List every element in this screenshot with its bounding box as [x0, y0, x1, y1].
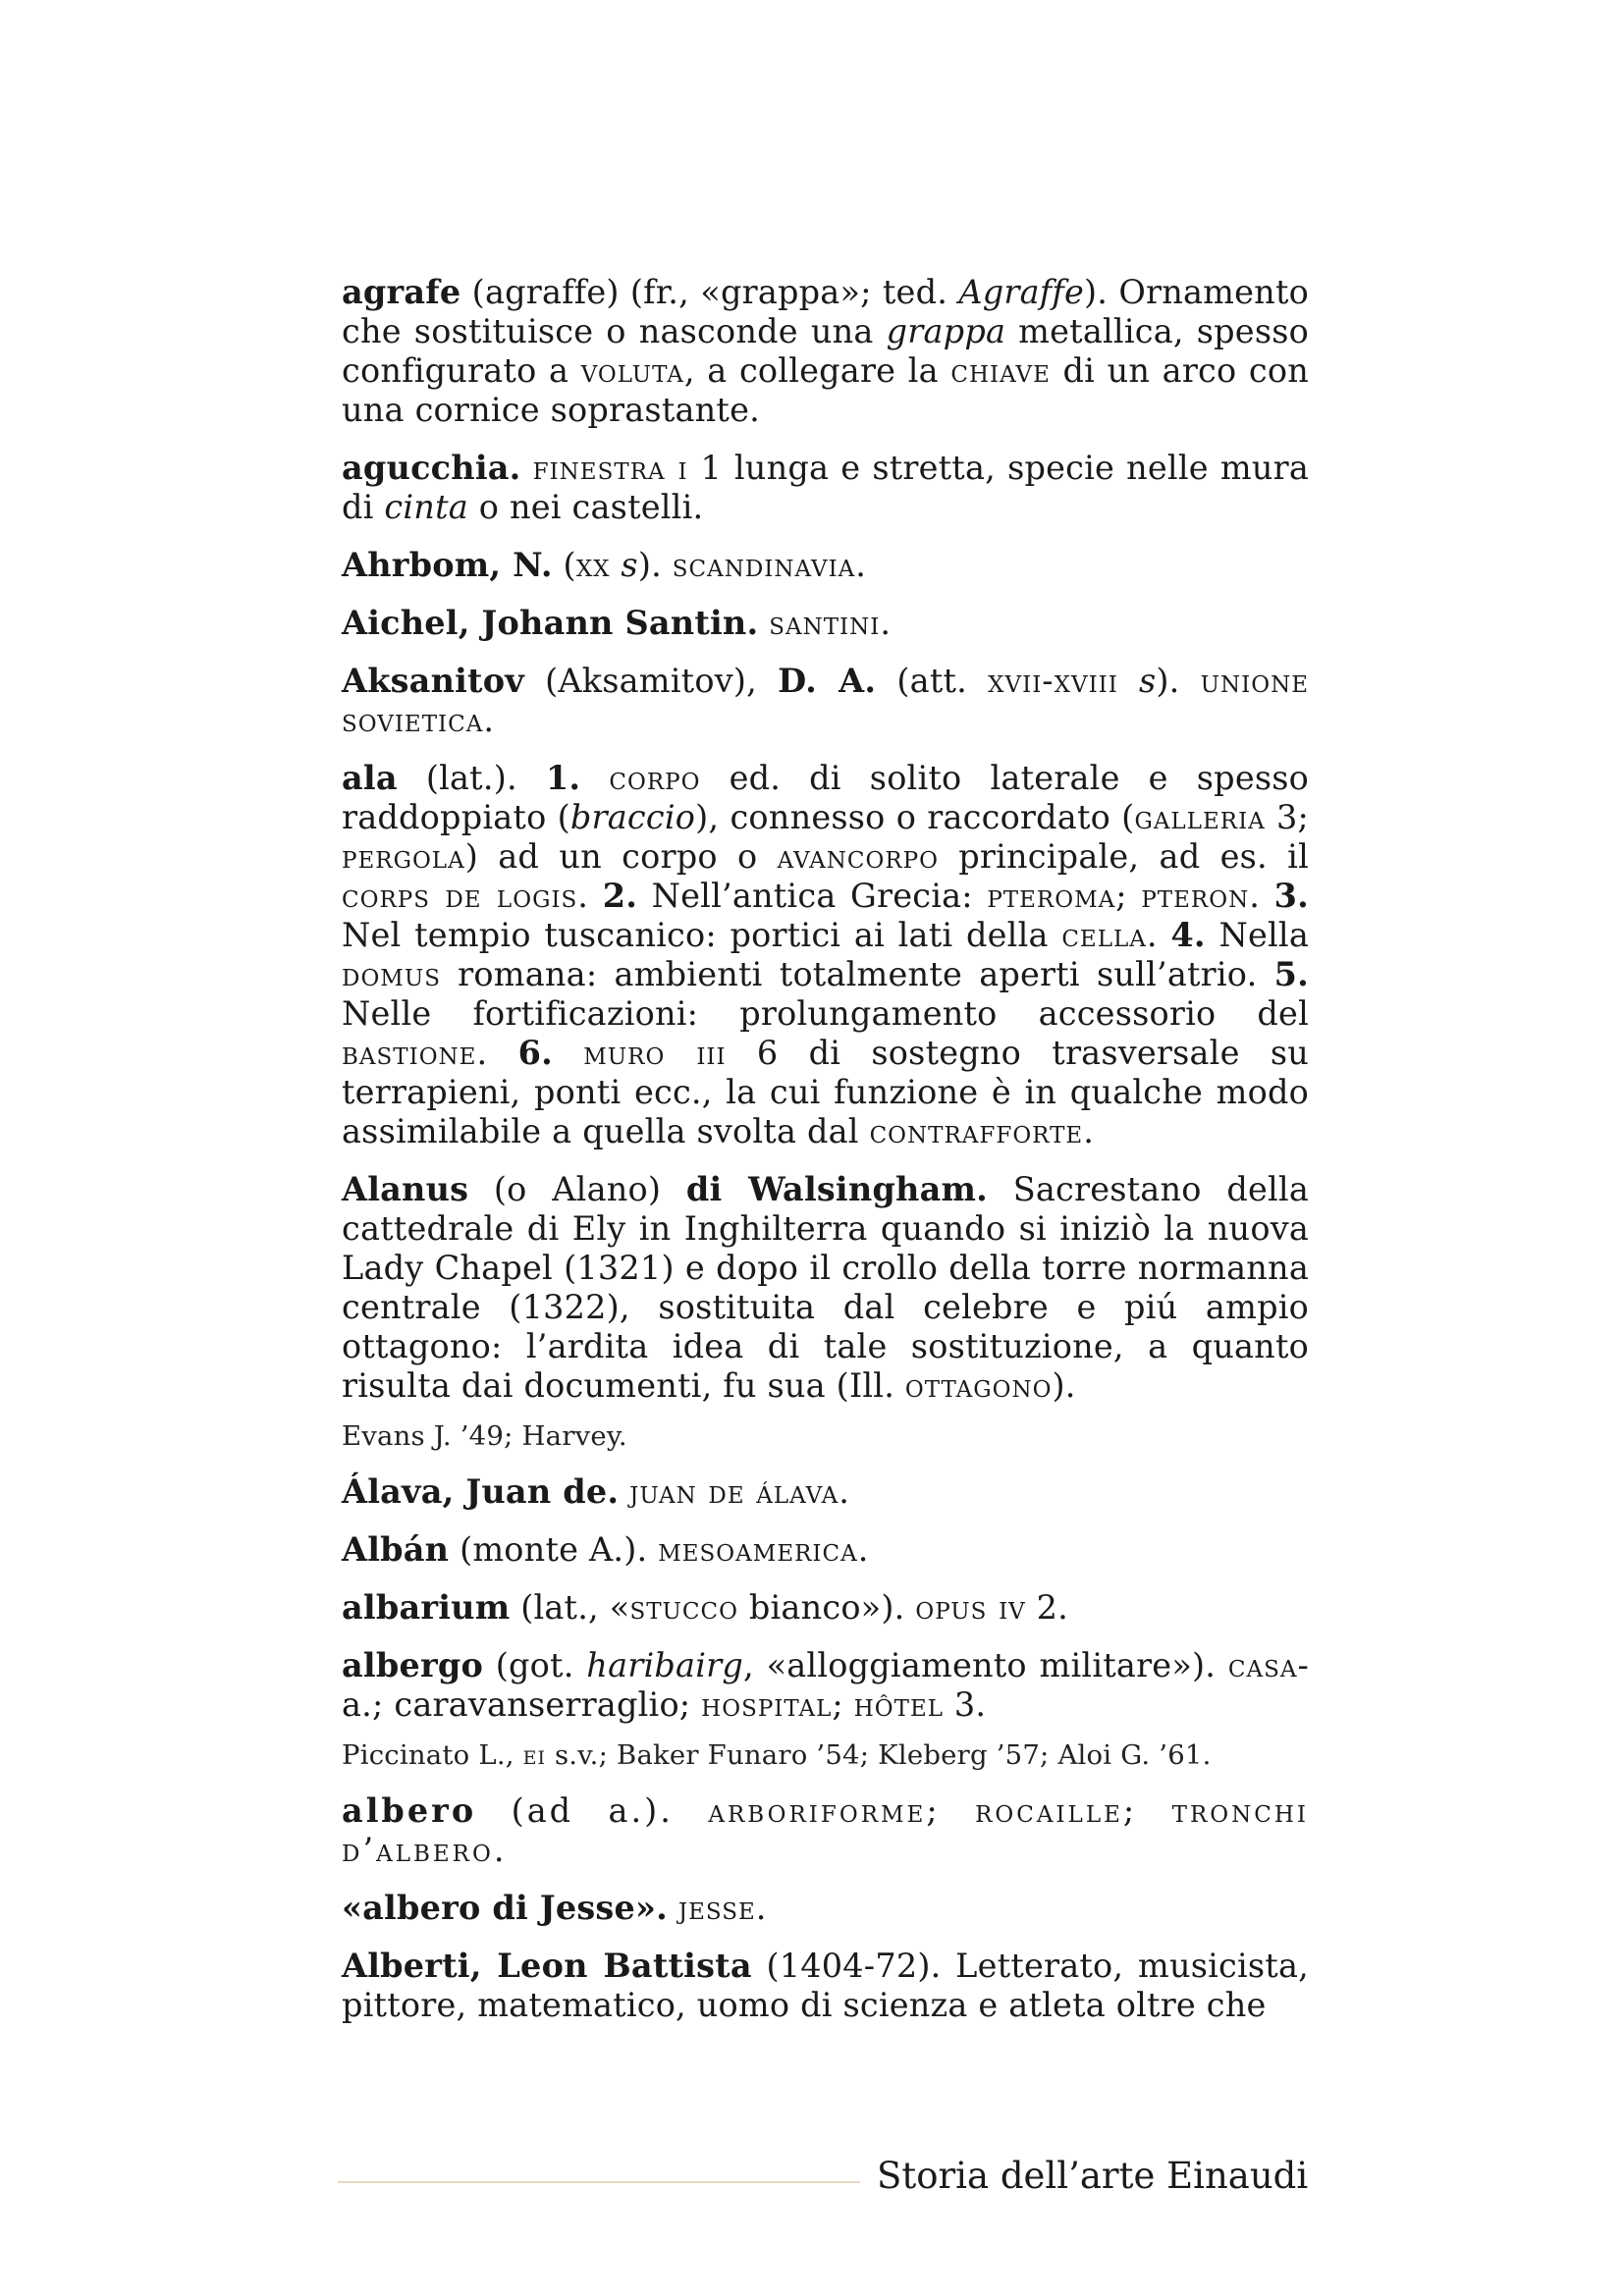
headword: albarium	[342, 1588, 511, 1627]
entry-text: (att.	[876, 662, 989, 700]
entry-ala	[342, 759, 1309, 1151]
entry-alanus	[342, 1170, 1309, 1406]
cross-reference: unione sovietica.	[342, 662, 1310, 739]
headword: «albero di Jesse».	[342, 1889, 668, 1927]
entry-text: bianco»).	[738, 1588, 916, 1627]
cross-reference: juan de álava.	[629, 1472, 850, 1511]
cross-reference: cella	[1061, 916, 1147, 954]
headword: agrafe	[342, 273, 461, 311]
cross-reference: arboriforme; rocaille; tronchi d’albero.	[342, 1791, 1309, 1869]
entry-text: romana: ambienti totalmente aperti sull’atrio.	[441, 955, 1274, 993]
cross-reference: muro iii	[583, 1034, 727, 1072]
entry-text: (ad a.).	[476, 1791, 709, 1830]
headword: Alanus	[342, 1170, 469, 1208]
entry-text: di un arco con una cornice soprastante.	[342, 351, 1310, 429]
entry-text: .	[1083, 1112, 1095, 1150]
bib-text: Piccinato L.,	[342, 1739, 523, 1771]
italic-term: s	[1117, 662, 1157, 700]
cross-reference: finestra i 1	[532, 449, 723, 487]
entry-text: (lat., «	[510, 1588, 630, 1627]
cross-reference: domus	[342, 955, 441, 993]
entry-text: .	[577, 877, 603, 915]
entry-text: , a collegare la	[683, 351, 951, 390]
entry-text: metallica, spesso configurato a	[342, 312, 1309, 390]
cross-reference: santini.	[769, 604, 892, 642]
entry-text: -a.; caravanserraglio;	[342, 1646, 1309, 1724]
sense-number: 6.	[517, 1034, 553, 1072]
cross-reference: ottagono	[904, 1366, 1053, 1405]
italic-term: haribairg	[586, 1646, 743, 1684]
headword: albergo	[342, 1646, 483, 1684]
entry-agucchia	[342, 449, 1309, 527]
entry-text: ).	[1156, 662, 1201, 700]
bib-abbrev: ei	[522, 1739, 547, 1771]
headword: agucchia.	[342, 449, 521, 487]
entry-text: ;	[1115, 877, 1142, 915]
entry-text: .	[476, 1034, 518, 1072]
headword: Ahrbom, N.	[342, 546, 553, 584]
headword: Albán	[342, 1530, 450, 1569]
entry-text: (got.	[483, 1646, 587, 1684]
entry-text: (lat.).	[397, 759, 546, 797]
cross-reference: contrafforte	[869, 1112, 1084, 1150]
cross-reference: avancorpo	[777, 837, 939, 876]
sense-number: 3.	[1273, 877, 1310, 915]
dictionary-page	[342, 273, 1309, 2044]
entry-albarium	[342, 1588, 1309, 1628]
cross-reference: stucco	[629, 1588, 738, 1627]
footer-rule	[338, 2181, 860, 2183]
entry-text: (monte A.).	[449, 1530, 659, 1569]
headword: Aksanitov	[342, 662, 524, 700]
entry-text: ). Ornamento che sostituisce o nasconde una	[342, 273, 1309, 350]
entry-text: , «alloggiamento militare»).	[742, 1646, 1228, 1684]
headword: Álava, Juan de.	[342, 1472, 620, 1511]
entry-text: (o Alano)	[468, 1170, 686, 1208]
entry-aksanitov	[342, 662, 1309, 740]
entry-text: 6 di sostegno trasversale su terrapieni, ponti ecc., la cui funzione è in qualche modo assimilabile a quella svolta dal	[342, 1034, 1310, 1150]
entry-albergo	[342, 1646, 1309, 1725]
entry-text: Nel tempio tuscanico: portici ai lati della	[342, 916, 1062, 954]
entry-text: (1404-72). Letterato, musicista, pittore, matematico, uomo di scienza e atleta oltre che	[342, 1947, 1309, 2024]
entry-albero	[342, 1791, 1309, 1870]
cross-reference: corps de logis	[342, 877, 578, 915]
entry-text: (Aksamitov),	[523, 662, 779, 700]
entry-text: Sacrestano della cattedrale di Ely in Inghilterra quando si iniziò la nuova Lady Chapel (1321) e dopo il crollo della torre normanna centrale (1322), sostituita dal celebre e piú ampio ottagono: l’ardita idea di tale sostituzione, a quanto risulta dai documenti, fu sua (Ill.	[342, 1170, 1309, 1405]
entry-text: 2.	[1025, 1588, 1068, 1627]
entry-alban	[342, 1530, 1309, 1570]
italic-term: braccio	[569, 798, 696, 836]
cross-reference: bastione	[342, 1034, 477, 1072]
entry-text: Nella	[1205, 916, 1309, 954]
entry-aichel	[342, 604, 1309, 643]
italic-term: cinta	[384, 488, 468, 526]
entry-text: lunga e stretta, specie nelle mura di	[342, 449, 1309, 526]
headword: di Walsingham.	[685, 1170, 989, 1208]
entry-text: (	[552, 546, 576, 584]
headword: Aichel, Johann Santin.	[342, 604, 759, 642]
italic-term: Agraffe	[958, 273, 1084, 311]
entry-text: ) ad un corpo o	[464, 837, 778, 876]
entry-text: ), connesso o raccordato (	[695, 798, 1135, 836]
entry-text: ;	[832, 1685, 854, 1724]
entry-text: principale, ad es. il	[938, 837, 1309, 876]
entry-text: ).	[1052, 1366, 1076, 1405]
sense-number: 5.	[1273, 955, 1309, 993]
sense-number: 1.	[545, 759, 581, 797]
bibliography-alanus: Evans J. ’49; Harvey.	[342, 1420, 627, 1452]
cross-reference: chiave	[950, 351, 1051, 390]
bibliography-albergo	[342, 1738, 1309, 1772]
headword: albero	[342, 1791, 477, 1830]
italic-term: grappa	[886, 312, 1006, 350]
cross-reference: casa	[1227, 1646, 1298, 1684]
cross-reference: hôtel	[853, 1685, 945, 1724]
cross-reference: opus iv	[915, 1588, 1026, 1627]
headword: ala	[342, 759, 398, 797]
entry-text: .	[1146, 916, 1171, 954]
entry-text: .	[1249, 877, 1274, 915]
sense-number: 2.	[602, 877, 638, 915]
entry-text: ).	[637, 546, 673, 584]
entry-albero-di-jesse	[342, 1889, 1309, 1928]
cross-reference: pergola	[342, 837, 465, 876]
entry-text: 3;	[1265, 798, 1309, 836]
cross-reference: hospital	[701, 1685, 833, 1724]
entry-agrafe	[342, 273, 1309, 430]
entry-text: Nelle fortificazioni: prolungamento accessorio del	[342, 994, 1309, 1033]
century-label: xx	[575, 546, 611, 584]
entry-text: ed. di solito laterale e spesso raddoppiato (	[342, 759, 1309, 836]
cross-reference: pteroma	[987, 877, 1116, 915]
cross-reference: jesse.	[677, 1889, 768, 1927]
cross-reference: galleria	[1134, 798, 1266, 836]
headword: Alberti, Leon Battista	[342, 1947, 752, 1985]
entry-text: o nei castelli.	[467, 488, 704, 526]
footer-publisher: Storia dell’arte Einaudi	[877, 2155, 1309, 2197]
headword: D. A.	[778, 662, 877, 700]
entry-alberti	[342, 1947, 1309, 2025]
entry-alava	[342, 1472, 1309, 1512]
bib-text: s.v.; Baker Funaro ’54; Kleberg ’57; Aloi G. ’61.	[546, 1739, 1212, 1771]
italic-term: s	[610, 546, 638, 584]
cross-reference: mesoamerica.	[658, 1530, 870, 1569]
entry-text: Nell’antica Grecia:	[637, 877, 988, 915]
entry-text: (agraffe) (fr., «grappa»; ted.	[460, 273, 959, 311]
cross-reference: voluta	[580, 351, 684, 390]
entry-ahrbom	[342, 546, 1309, 585]
century-label: xvii-xviii	[988, 662, 1118, 700]
entry-text: 3.	[944, 1685, 987, 1724]
cross-reference: pteron	[1141, 877, 1250, 915]
cross-reference: corpo	[609, 759, 701, 797]
cross-reference: scandinavia.	[672, 546, 867, 584]
sense-number: 4.	[1170, 916, 1206, 954]
